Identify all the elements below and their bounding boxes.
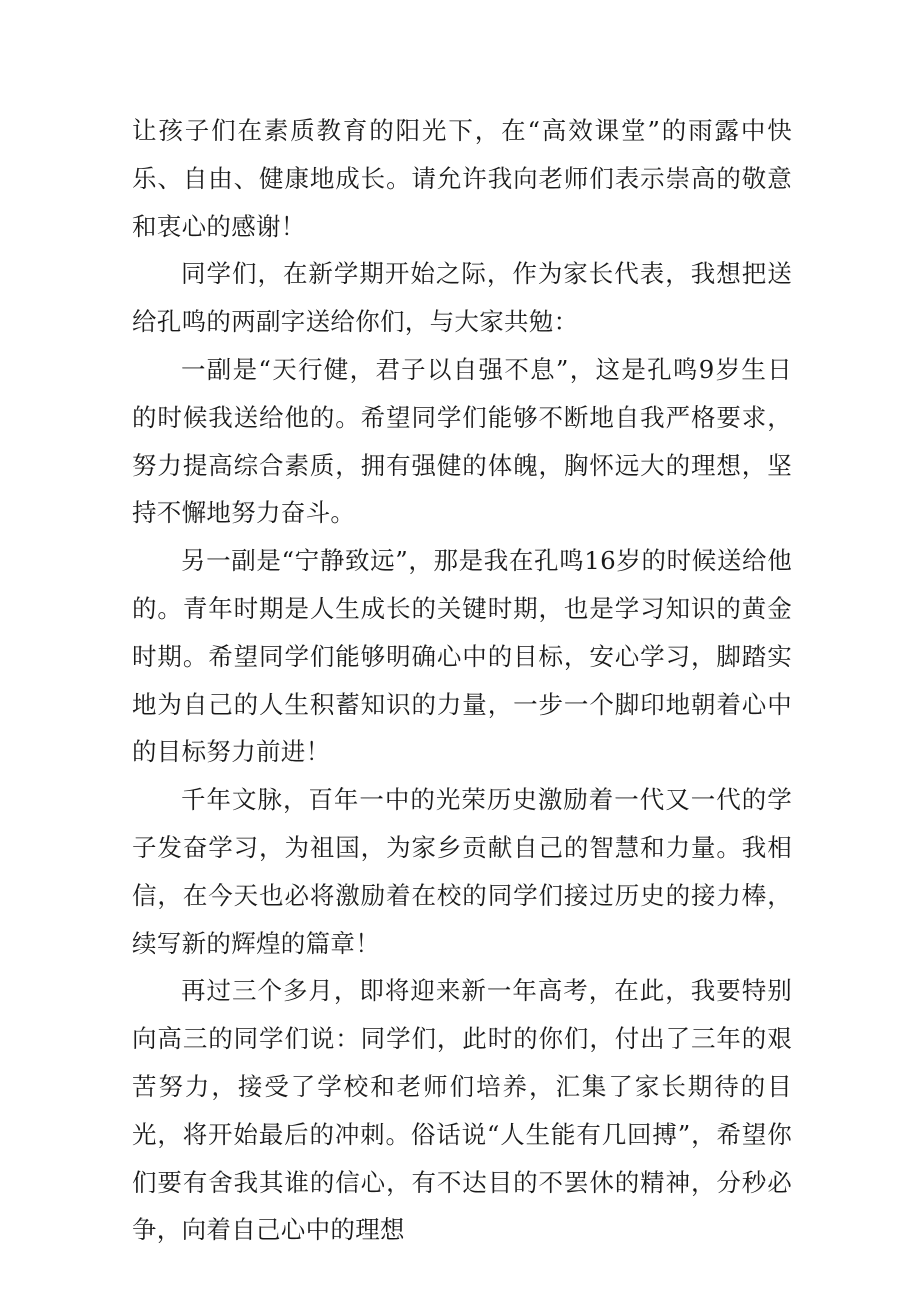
paragraph-senior-students: 再过三个多月，即将迎来新一年高考，在此，我要特别向高三的同学们说：同学们，此时的你们，付出了三年的艰苦努力，接受了学校和老师们培养，汇集了家长期待的目光，将开始最后的冲刺。俗话说“人生能有几回搏”，希望你们要有舍我其谁的信心，有不达目的不罢休的精神，分秒必争，向着自己心中的理想: [132, 976, 792, 1245]
paragraph-school-history: 千年文脉，百年一中的光荣历史激励着一代又一代的学子发奋学习，为祖国，为家乡贡献自己的智慧和力量。我相信，在今天也必将激励着在校的同学们接过历史的接力棒，续写新的辉煌的篇章！: [132, 785, 792, 958]
paragraph-first-couplet: 一副是“天行健，君子以自强不息”，这是孔鸣9岁生日的时候我送给他的。希望同学们能够不断地自我严格要求，努力提高综合素质，拥有强健的体魄，胸怀远大的理想，坚持不懈地努力奋斗。: [132, 354, 792, 528]
speech-body: [132, 107, 792, 1254]
paragraph-continuation: 让孩子们在素质教育的阳光下，在“高效课堂”的雨露中快乐、自由、健康地成长。请允许我向老师们表示崇高的敬意和衷心的感谢！: [132, 116, 792, 241]
paragraph-addressing-students: 同学们，在新学期开始之际，作为家长代表，我想把送给孔鸣的两副字送给你们，与大家共勉：: [132, 259, 792, 337]
paragraph-second-couplet: 另一副是“宁静致远”，那是我在孔鸣16岁的时候送给他的。青年时期是人生成长的关键时期，也是学习知识的黄金时期。希望同学们能够明确心中的目标，安心学习，脚踏实地为自己的人生积蓄知识的力量，一步一个脚印地朝着心中的目标努力前进！: [132, 546, 792, 767]
